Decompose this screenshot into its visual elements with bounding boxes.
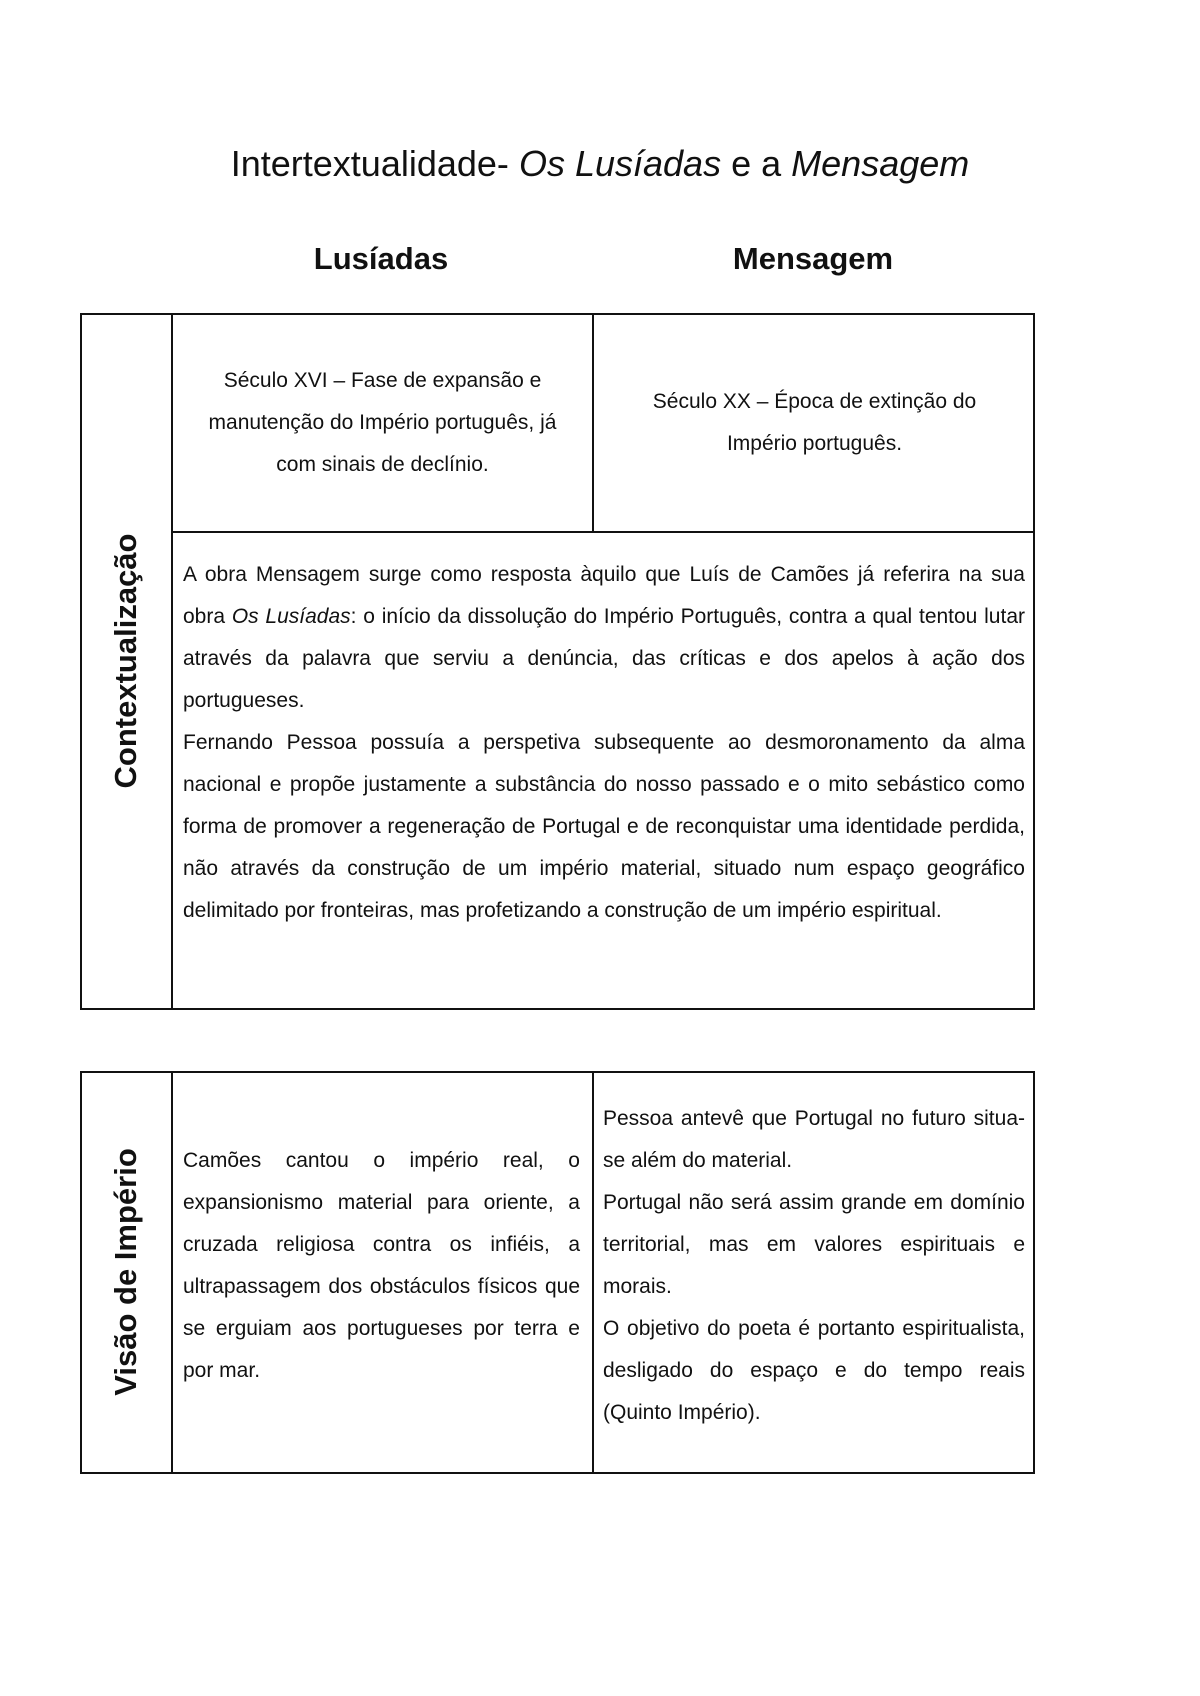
table1-row-divider (171, 531, 1035, 533)
paragraph-1-end: : o início da dissolução do Império Português, contra a qual tentou lutar através da palavra que serviu a denúncia, das críticas e dos apelos à ação dos portugueses. (183, 605, 1025, 712)
title-mensagem: Mensagem (791, 143, 970, 184)
table1-label-divider (171, 313, 173, 1010)
contextualizacao-mensagem-cell (596, 315, 1033, 531)
row-label-visao-imperio: Visão de Império (108, 1148, 143, 1396)
visao-mensagem-cell (603, 1098, 1025, 1434)
table2-label-divider (171, 1071, 173, 1474)
visao-mensagem-paragraph-3: O objetivo do poeta é portanto espiritualista, desligado do espaço e do tempo reais (Quinto Império). (603, 1317, 1025, 1424)
row-label-contextualizacao: Contextualização (108, 533, 143, 789)
table1-column-divider (592, 313, 594, 532)
visao-lusiadas-text: Camões cantou o império real, o expansionismo material para oriente, a cruzada religiosa contra os infiéis, a ultrapassagem dos obstáculos físicos que se erguiam aos portugueses por terra e por mar. (183, 1149, 580, 1382)
contextualizacao-mensagem-text: Século XX – Época de extinção do Império português. (652, 390, 977, 455)
title-lusiadas: Os Lusíadas (518, 143, 722, 184)
visao-lusiadas-cell (183, 1140, 580, 1392)
table2-column-divider (592, 1071, 594, 1474)
visao-mensagem-paragraph-2: Portugal não será assim grande em domínio territorial, mas em valores espirituais e morais. (603, 1191, 1025, 1298)
page-title (0, 142, 1200, 186)
contextualizacao-shared-cell (183, 554, 1025, 984)
contextualizacao-lusiadas-cell (180, 315, 585, 531)
contextualizacao-paragraph-2: Fernando Pessoa possuía a perspetiva subsequente ao desmoronamento da alma nacional e propõe justamente a substância do nosso passado e o mito sebástico como forma de promover a regeneração de Portugal e de reconquistar uma identidade perdida, não através da construção de um império material, situado num espaço geográfico delimitado por fronteiras, mas profetizando a construção de um império espiritual. (183, 731, 1025, 922)
column-header-lusiadas: Lusíadas (313, 241, 449, 276)
column-header-mensagem: Mensagem (732, 241, 894, 276)
paragraph-1-start: A obra Mensagem surge como resposta àquilo que Luís de Camões já referira na sua obra (183, 563, 1025, 628)
title-part-3: e a (731, 143, 782, 184)
title-part-1: Intertextualidade- (230, 143, 509, 184)
paragraph-1-italic-title: Os Lusíadas (231, 605, 351, 628)
contextualizacao-paragraph-1 (183, 554, 1025, 722)
contextualizacao-lusiadas-text: Século XVI – Fase de expansão e manutenção do Império português, já com sinais de declínio. (208, 369, 557, 476)
visao-mensagem-paragraph-1: Pessoa antevê que Portugal no futuro situa-se além do material. (603, 1107, 1025, 1172)
